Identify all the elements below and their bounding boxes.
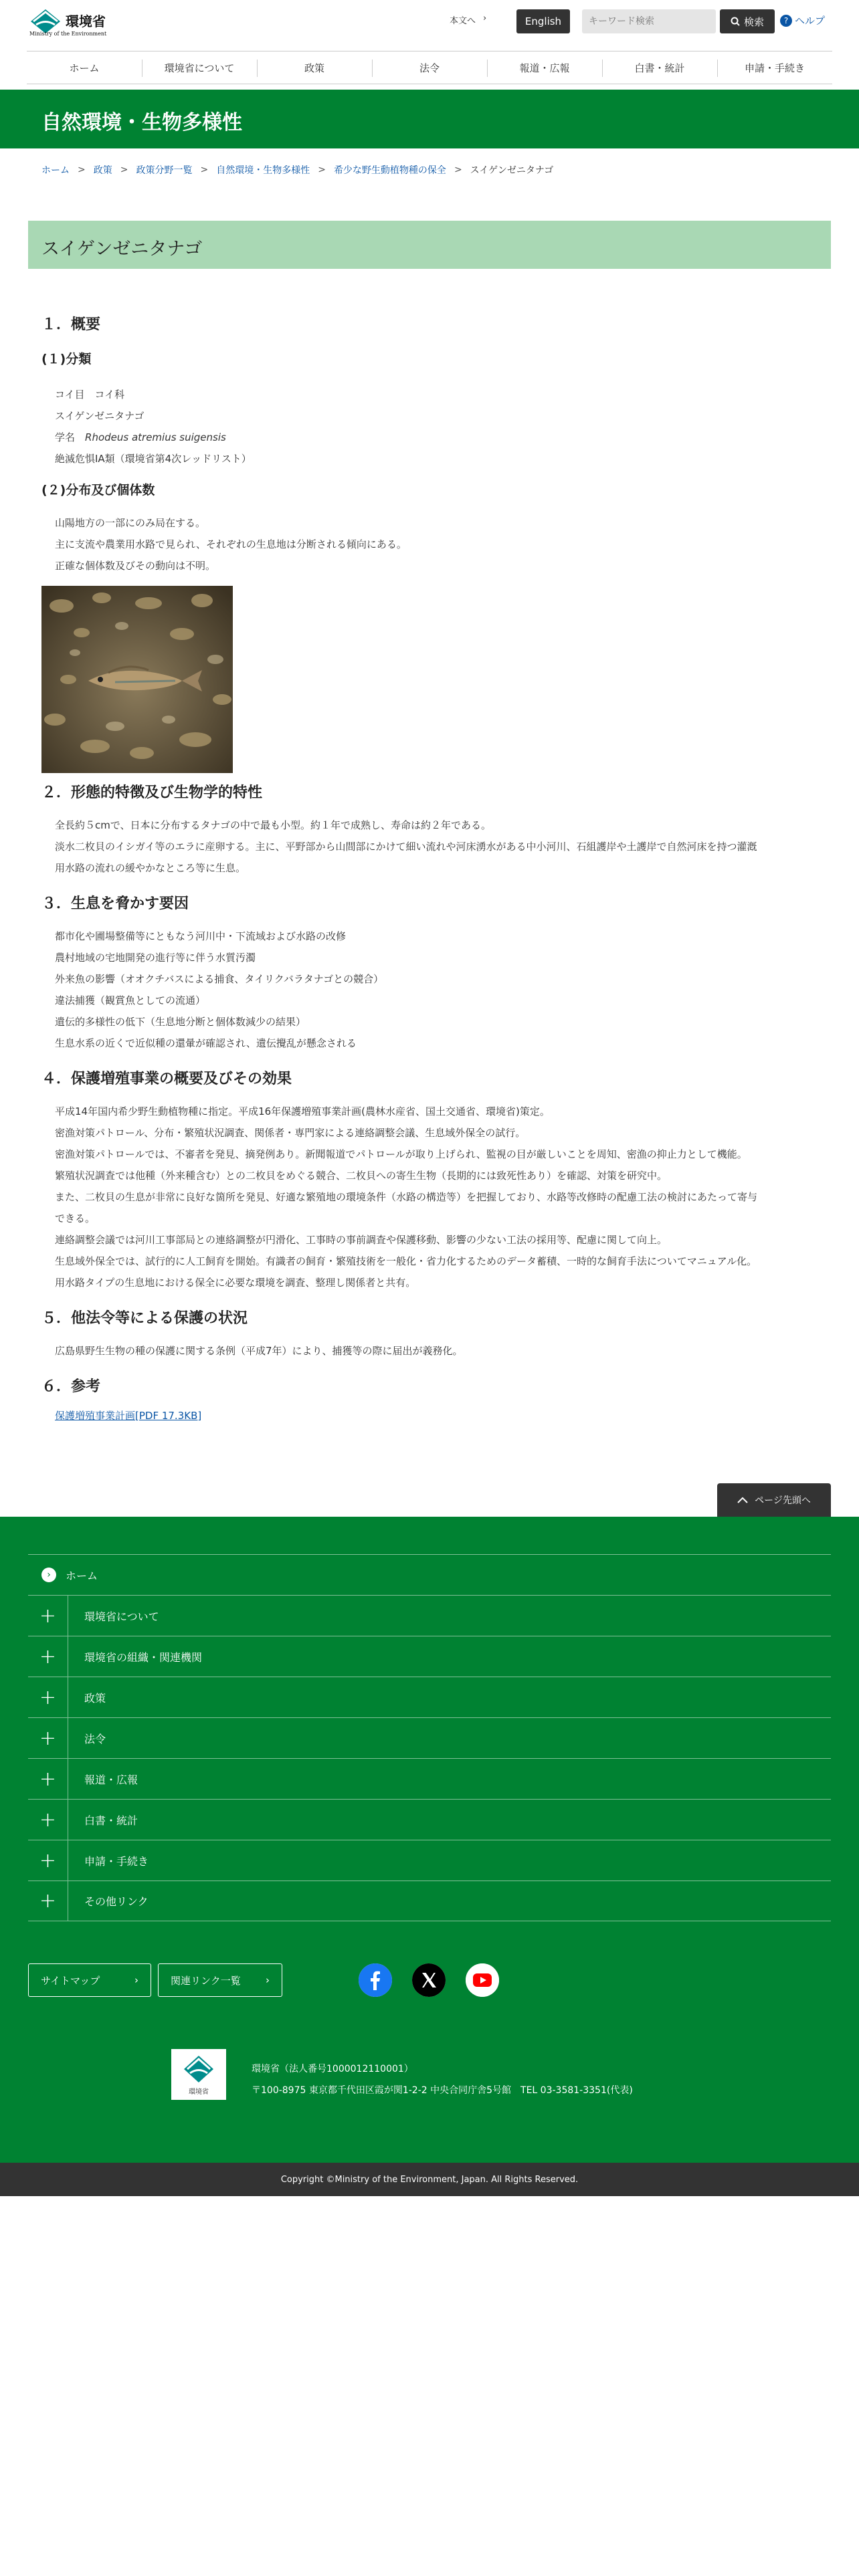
paragraph-line: 山陽地方の一部にのみ局在する。 xyxy=(55,517,206,529)
breadcrumb-separator: > xyxy=(454,165,462,175)
footer-nav-label: その他リンク xyxy=(84,1895,149,1908)
footer-logo-text: 環境省 xyxy=(189,2088,209,2096)
footer-nav-label: 報道・広報 xyxy=(84,1773,138,1786)
gnav-policy[interactable]: 政策 xyxy=(257,51,372,84)
chevron-right-icon: › xyxy=(483,13,487,23)
redlist-line: 絶滅危惧ⅠA類（環境省第4次レッドリスト） xyxy=(55,453,252,465)
footer-nav-item[interactable] xyxy=(28,1636,831,1677)
classification-block xyxy=(55,384,818,469)
footer-nav-item[interactable] xyxy=(28,1758,831,1799)
paragraph-line: 生息域外保全では、試行的に人工飼育を開始。有識者の飼育・繁殖技術を一般化・省力化するためのデータ蓄積、一時的な飼育手法についてマニュアル化。 xyxy=(55,1255,757,1267)
paragraph-line: また、二枚貝の生息が非常に良好な箇所を発見、好適な繁殖地の環境条件（水路の構造等）を把握しており、水路等改修時の配慮工法の検討にあたって寄与 xyxy=(55,1191,758,1203)
breadcrumb-policy[interactable]: 政策 xyxy=(93,165,112,176)
search-button-label: 検索 xyxy=(743,15,764,28)
ministry-emblem-icon xyxy=(27,7,64,33)
chevron-right-icon: › xyxy=(266,1974,270,1986)
other-laws-block xyxy=(55,1340,818,1362)
ministry-emblem-icon xyxy=(171,2049,226,2085)
plus-icon[interactable]: + xyxy=(28,1759,68,1799)
section-heading: １．概要 xyxy=(41,316,101,333)
paragraph-line: 連絡調整会議では河川工事部局との連絡調整が円滑化、工事時の事前調査や保護移動、影響の少ない工法の採用等、配慮に関して向上。 xyxy=(55,1234,668,1246)
paragraph-line: 密漁対策パトロールでは、不審者を発見、摘発例あり。新聞報道でパトロールが取り上げられ、監視の目が厳しいことを周知、密漁の抑止力として機能。 xyxy=(55,1148,747,1160)
paragraph-line: 外来魚の影響（オオクチバスによる捕食、タイリクバラタナゴとの競合） xyxy=(55,973,384,985)
chevron-circle-icon: › xyxy=(41,1568,56,1582)
sci-name-label: 学名 xyxy=(55,431,86,443)
footer-nav-label: 法令 xyxy=(84,1732,106,1745)
subsection-heading: (２)分布及び個体数 xyxy=(41,483,155,498)
copyright: Copyright ©Ministry of the Environment, Japan. All Rights Reserved. xyxy=(0,2163,859,2196)
x-icon[interactable] xyxy=(412,1963,446,1997)
footer-nav xyxy=(28,1554,831,1921)
section-heading: ３．生息を脅かす要因 xyxy=(41,895,189,912)
search-icon xyxy=(731,17,740,26)
breadcrumb-separator: > xyxy=(120,165,128,175)
youtube-icon[interactable] xyxy=(466,1963,499,1997)
footer-nav-item[interactable] xyxy=(28,1717,831,1758)
breadcrumb-policy-list[interactable]: 政策分野一覧 xyxy=(136,165,193,176)
pdf-link[interactable]: 保護増殖事業計画[PDF 17.3KB] xyxy=(55,1410,202,1422)
plus-icon[interactable]: + xyxy=(28,1800,68,1840)
breadcrumb-current: スイゲンゼニタナゴ xyxy=(470,165,554,176)
site-footer xyxy=(0,1517,859,2163)
footer-nav-label: 申請・手続き xyxy=(84,1854,149,1868)
breadcrumb-separator: > xyxy=(78,165,86,175)
classification-line: スイゲンゼニタナゴ xyxy=(55,410,145,422)
breadcrumb-nature[interactable]: 自然環境・生物多様性 xyxy=(216,165,310,176)
gnav-about[interactable]: 環境省について xyxy=(142,51,257,84)
page-top-button[interactable] xyxy=(717,1483,831,1517)
conservation-block xyxy=(55,1101,818,1293)
footer-nav-label: 政策 xyxy=(84,1691,106,1705)
footer-nav-label: 白書・統計 xyxy=(84,1814,138,1827)
paragraph-line: 違法捕獲（観賞魚としての流通） xyxy=(55,994,206,1006)
paragraph-line: 生息水系の近くで近似種の還暈が確認され、遺伝攪乱が懸念される xyxy=(55,1037,357,1049)
paragraph-line: 繁殖状況調査では他種（外来種含む）との二枚貝をめぐる競合、二枚貝への寄生生物（長期的には致死性あり）を確認、対策を研究中。 xyxy=(55,1170,668,1182)
paragraph-line: できる。 xyxy=(55,1212,96,1224)
global-nav xyxy=(27,51,832,84)
logo-text: 環境省 xyxy=(66,13,106,29)
page-top-label: ページ先頭へ xyxy=(755,1495,811,1506)
paragraph-line: 淡水二枚貝のイシガイ等のエラに産卵する。主に、平野部から山間部にかけて細い流れや河床湧水がある中小河川、石組護岸や土護岸で自然河床を持つ灌漑 xyxy=(55,841,757,853)
paragraph-line: 全長約５cmで、日本に分布するタナゴの中で最も小型。約１年で成熟し、寿命は約２年である。 xyxy=(55,819,491,831)
plus-icon[interactable]: + xyxy=(28,1636,68,1677)
search-input[interactable] xyxy=(582,9,716,33)
fish-photo xyxy=(41,586,233,773)
breadcrumb-home[interactable]: ホーム xyxy=(41,165,70,176)
search-button[interactable] xyxy=(720,9,775,33)
related-links-label: 関連リンク一覧 xyxy=(171,1974,241,1987)
chevron-right-icon: › xyxy=(134,1974,138,1986)
breadcrumb xyxy=(41,163,553,177)
section-heading: ５．他法令等による保護の状況 xyxy=(41,1310,248,1327)
paragraph-line: 都市化や圃場整備等にともなう河川中・下流域および水路の改修 xyxy=(55,930,347,942)
characteristics-block xyxy=(55,815,818,879)
footer-nav-item[interactable] xyxy=(28,1677,831,1717)
page-heading-band xyxy=(28,221,831,269)
gnav-press[interactable]: 報道・広報 xyxy=(487,51,602,84)
breadcrumb-separator: > xyxy=(200,165,209,175)
paragraph-line: 用水路タイプの生息地における保全に必要な環境を調査、整理し関係者と共有。 xyxy=(55,1277,416,1289)
org-address: 〒100-8975 東京都千代田区霞が関1-2-2 中央合同庁舎5号館 TEL 03-3581-3351(代表) xyxy=(252,2085,633,2096)
sci-name: Rhodeus atremius suigensis xyxy=(85,431,226,443)
skip-to-content-link[interactable]: 本文へ xyxy=(450,16,476,26)
gnav-law[interactable]: 法令 xyxy=(372,51,487,84)
footer-nav-item[interactable] xyxy=(28,1881,831,1921)
footer-nav-item[interactable] xyxy=(28,1840,831,1881)
plus-icon[interactable]: + xyxy=(28,1840,68,1881)
breadcrumb-separator: > xyxy=(318,165,326,175)
org-name: 環境省（法人番号1000012110001） xyxy=(252,2064,413,2074)
sitemap-label: サイトマップ xyxy=(41,1974,100,1987)
paragraph-line: 正確な個体数及びその動向は不明。 xyxy=(55,560,216,572)
scientific-name-line xyxy=(55,427,818,448)
plus-icon[interactable]: + xyxy=(28,1677,68,1717)
section-title-band xyxy=(0,90,859,148)
section-heading: ６．参考 xyxy=(41,1378,101,1395)
footer-nav-item[interactable] xyxy=(28,1595,831,1636)
plus-icon[interactable]: + xyxy=(28,1596,68,1636)
section-heading: ４．保護増殖事業の概要及びその効果 xyxy=(41,1071,292,1087)
chevron-up-icon xyxy=(737,1497,748,1503)
distribution-block xyxy=(55,512,818,576)
breadcrumb-rare-species[interactable]: 希少な野生動植物種の保全 xyxy=(333,165,446,176)
ministry-logo[interactable] xyxy=(27,7,120,37)
footer-nav-label: ホーム xyxy=(66,1569,98,1582)
site-header xyxy=(0,0,859,47)
gnav-home[interactable]: ホーム xyxy=(69,62,100,74)
question-icon: ? xyxy=(780,15,792,27)
footer-nav-label: 環境省の組織・関連機関 xyxy=(84,1650,203,1664)
section-heading: ２．形態的特徴及び生物学的特性 xyxy=(41,784,263,801)
footer-logo xyxy=(171,2049,226,2100)
logo-subtitle: Ministry of the Environment xyxy=(29,31,107,37)
paragraph-line: 広島県野生生物の種の保護に関する条例（平成7年）により、捕獲等の際に届出が義務化。 xyxy=(55,1345,463,1357)
threats-block xyxy=(55,926,818,1054)
footer-nav-label: 環境省について xyxy=(84,1610,159,1623)
subsection-heading: (１)分類 xyxy=(41,352,92,366)
organization-info xyxy=(252,2058,633,2101)
paragraph-line: 用水路の流れの緩やかなところ等に生息。 xyxy=(55,862,246,874)
sitemap-button[interactable] xyxy=(28,1963,151,1997)
gnav-application[interactable]: 申請・手続き xyxy=(717,51,832,84)
facebook-icon[interactable] xyxy=(359,1963,392,1997)
gnav-whitepaper[interactable]: 白書・統計 xyxy=(602,51,717,84)
classification-line: コイ目 コイ科 xyxy=(55,389,125,401)
footer-nav-home[interactable] xyxy=(28,1554,831,1595)
section-title: 自然環境・生物多様性 xyxy=(41,111,242,134)
help-link[interactable] xyxy=(780,13,825,27)
plus-icon[interactable]: + xyxy=(28,1718,68,1758)
related-links-button[interactable] xyxy=(158,1963,282,1997)
paragraph-line: 主に支流や農業用水路で見られ、それぞれの生息地は分断される傾向にある。 xyxy=(55,538,407,550)
paragraph-line: 密漁対策パトロール、分布・繁殖状況調査、関係者・専門家による連絡調整会議、生息域外保全の試行。 xyxy=(55,1127,526,1139)
help-label: ヘルプ xyxy=(795,15,826,27)
footer-nav-item[interactable] xyxy=(28,1799,831,1840)
plus-icon[interactable]: + xyxy=(28,1881,68,1921)
english-button[interactable]: English xyxy=(516,9,570,33)
paragraph-line: 農村地域の宅地開発の進行等に伴う水質汚濁 xyxy=(55,952,256,964)
paragraph-line: 平成14年国内希少野生動植物種に指定。平成16年保護増殖事業計画(農林水産省、国土交通省、環境省)策定。 xyxy=(55,1105,550,1117)
paragraph-line: 遺伝的多様性の低下（生息地分断と個体数減少の結果） xyxy=(55,1016,306,1028)
page-title: スイゲンゼニタナゴ xyxy=(41,239,203,259)
